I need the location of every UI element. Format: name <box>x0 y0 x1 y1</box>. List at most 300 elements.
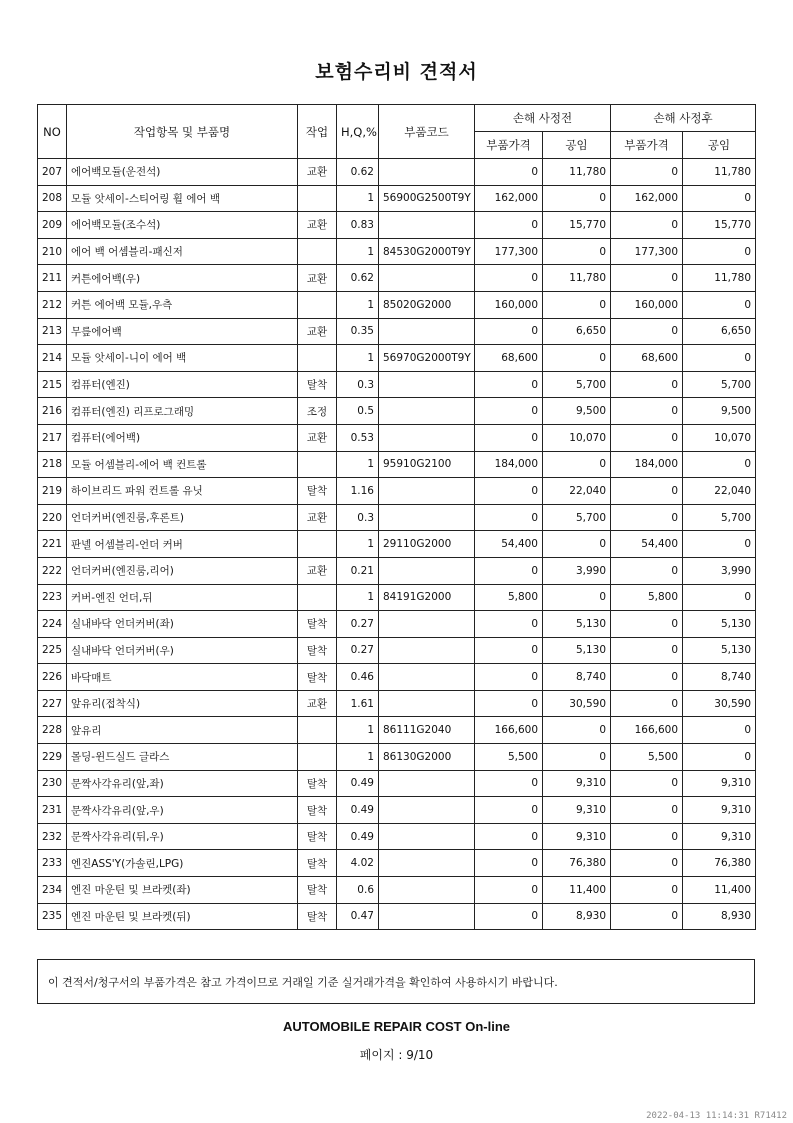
row-no: 228 <box>38 717 67 744</box>
row-before-price: 0 <box>475 424 543 451</box>
row-before-labor: 10,070 <box>543 424 611 451</box>
header-item: 작업항목 및 부품명 <box>67 105 298 159</box>
row-item-name: 앞유리(접착식) <box>67 690 298 717</box>
row-after-price: 0 <box>611 903 683 930</box>
table-row <box>38 478 756 505</box>
row-after-price: 0 <box>611 664 683 691</box>
row-after-labor: 5,700 <box>683 371 756 398</box>
row-work-type <box>298 238 337 265</box>
row-work-type: 탈착 <box>298 850 337 877</box>
row-after-price: 0 <box>611 877 683 904</box>
table-row <box>38 371 756 398</box>
row-before-labor: 0 <box>543 531 611 558</box>
row-no: 222 <box>38 557 67 584</box>
row-no: 233 <box>38 850 67 877</box>
row-after-price: 5,800 <box>611 584 683 611</box>
row-before-price: 0 <box>475 212 543 239</box>
row-no: 216 <box>38 398 67 425</box>
row-no: 207 <box>38 159 67 186</box>
row-work-type: 교환 <box>298 159 337 186</box>
header-before-price: 부품가격 <box>475 132 543 159</box>
row-work-type: 교환 <box>298 557 337 584</box>
row-before-price: 0 <box>475 557 543 584</box>
row-no: 235 <box>38 903 67 930</box>
row-after-price: 0 <box>611 424 683 451</box>
row-no: 224 <box>38 611 67 638</box>
row-no: 230 <box>38 770 67 797</box>
row-hq: 0.49 <box>337 770 379 797</box>
row-after-labor: 0 <box>683 531 756 558</box>
row-before-price: 0 <box>475 770 543 797</box>
row-item-name: 판넬 어셈블리-언더 커버 <box>67 531 298 558</box>
row-before-labor: 22,040 <box>543 478 611 505</box>
row-hq: 0.49 <box>337 823 379 850</box>
row-part-code: 86130G2000 <box>379 744 475 771</box>
row-after-price: 0 <box>611 637 683 664</box>
row-before-price: 0 <box>475 850 543 877</box>
row-before-labor: 0 <box>543 451 611 478</box>
row-work-type <box>298 744 337 771</box>
row-hq: 0.49 <box>337 797 379 824</box>
row-hq: 1 <box>337 531 379 558</box>
row-hq: 0.3 <box>337 504 379 531</box>
row-no: 214 <box>38 345 67 372</box>
row-part-code <box>379 212 475 239</box>
row-item-name: 에어 백 어셈블리-패신저 <box>67 238 298 265</box>
row-hq: 0.27 <box>337 637 379 664</box>
row-hq: 1 <box>337 291 379 318</box>
row-no: 217 <box>38 424 67 451</box>
table-row <box>38 717 756 744</box>
row-item-name: 엔진ASS'Y(가솔린,LPG) <box>67 850 298 877</box>
row-hq: 0.21 <box>337 557 379 584</box>
row-after-labor: 11,400 <box>683 877 756 904</box>
row-no: 218 <box>38 451 67 478</box>
row-item-name: 컴퓨터(엔진) <box>67 371 298 398</box>
row-after-labor: 22,040 <box>683 478 756 505</box>
row-part-code <box>379 770 475 797</box>
row-before-price: 5,500 <box>475 744 543 771</box>
row-after-labor: 8,930 <box>683 903 756 930</box>
row-after-price: 0 <box>611 504 683 531</box>
row-hq: 0.27 <box>337 611 379 638</box>
row-part-code <box>379 664 475 691</box>
row-work-type <box>298 291 337 318</box>
row-part-code <box>379 265 475 292</box>
row-part-code <box>379 637 475 664</box>
row-before-price: 0 <box>475 478 543 505</box>
row-before-price: 0 <box>475 504 543 531</box>
row-hq: 0.5 <box>337 398 379 425</box>
row-hq: 0.83 <box>337 212 379 239</box>
row-item-name: 컴퓨터(엔진) 리프로그래밍 <box>67 398 298 425</box>
row-hq: 1 <box>337 451 379 478</box>
header-hq: H,Q,% <box>337 105 379 159</box>
row-after-price: 0 <box>611 770 683 797</box>
row-before-labor: 6,650 <box>543 318 611 345</box>
row-before-price: 160,000 <box>475 291 543 318</box>
row-work-type: 탈착 <box>298 770 337 797</box>
table-row <box>38 398 756 425</box>
row-work-type: 탈착 <box>298 637 337 664</box>
row-before-price: 0 <box>475 903 543 930</box>
estimate-table <box>37 104 756 930</box>
row-no: 212 <box>38 291 67 318</box>
row-no: 215 <box>38 371 67 398</box>
row-no: 210 <box>38 238 67 265</box>
row-before-labor: 3,990 <box>543 557 611 584</box>
header-after-labor: 공임 <box>683 132 756 159</box>
row-before-labor: 0 <box>543 345 611 372</box>
document-title: 보험수리비 견적서 <box>315 61 478 83</box>
row-before-price: 177,300 <box>475 238 543 265</box>
row-before-price: 0 <box>475 823 543 850</box>
row-before-labor: 0 <box>543 291 611 318</box>
row-work-type <box>298 185 337 212</box>
row-before-labor: 8,930 <box>543 903 611 930</box>
row-item-name: 무릎에어백 <box>67 318 298 345</box>
row-part-code <box>379 903 475 930</box>
row-item-name: 커튼에어백(우) <box>67 265 298 292</box>
footer-brand: AUTOMOBILE REPAIR COST On-line <box>282 1019 511 1034</box>
row-part-code: 84191G2000 <box>379 584 475 611</box>
table-row <box>38 637 756 664</box>
row-before-price: 166,600 <box>475 717 543 744</box>
header-after: 손해 사정후 <box>611 105 756 132</box>
row-work-type: 탈착 <box>298 664 337 691</box>
row-before-price: 5,800 <box>475 584 543 611</box>
row-before-labor: 0 <box>543 185 611 212</box>
row-before-labor: 0 <box>543 717 611 744</box>
row-after-labor: 30,590 <box>683 690 756 717</box>
row-work-type: 조정 <box>298 398 337 425</box>
row-before-price: 0 <box>475 664 543 691</box>
row-after-price: 162,000 <box>611 185 683 212</box>
row-before-price: 0 <box>475 611 543 638</box>
table-row <box>38 424 756 451</box>
row-before-labor: 0 <box>543 744 611 771</box>
row-part-code <box>379 478 475 505</box>
row-no: 211 <box>38 265 67 292</box>
row-item-name: 실내바닥 언더커버(좌) <box>67 611 298 638</box>
row-part-code: 56970G2000T9Y <box>379 345 475 372</box>
row-before-price: 0 <box>475 371 543 398</box>
row-before-labor: 9,310 <box>543 770 611 797</box>
row-after-labor: 0 <box>683 291 756 318</box>
row-before-labor: 11,780 <box>543 159 611 186</box>
row-after-labor: 0 <box>683 238 756 265</box>
row-part-code <box>379 611 475 638</box>
row-part-code <box>379 318 475 345</box>
row-part-code: 86111G2040 <box>379 717 475 744</box>
row-hq: 0.35 <box>337 318 379 345</box>
row-after-price: 68,600 <box>611 345 683 372</box>
row-work-type: 교환 <box>298 265 337 292</box>
row-before-price: 0 <box>475 159 543 186</box>
row-work-type <box>298 345 337 372</box>
row-after-price: 54,400 <box>611 531 683 558</box>
row-before-price: 0 <box>475 398 543 425</box>
row-part-code <box>379 877 475 904</box>
row-after-labor: 11,780 <box>683 265 756 292</box>
row-item-name: 에어백모듈(조수석) <box>67 212 298 239</box>
row-work-type <box>298 584 337 611</box>
row-before-labor: 5,130 <box>543 637 611 664</box>
row-after-price: 5,500 <box>611 744 683 771</box>
header-after-price: 부품가격 <box>611 132 683 159</box>
row-after-price: 0 <box>611 318 683 345</box>
row-before-price: 162,000 <box>475 185 543 212</box>
row-no: 227 <box>38 690 67 717</box>
row-after-labor: 0 <box>683 584 756 611</box>
row-part-code: 56900G2500T9Y <box>379 185 475 212</box>
row-work-type <box>298 451 337 478</box>
row-work-type: 교환 <box>298 424 337 451</box>
header-work: 작업 <box>298 105 337 159</box>
row-hq: 1 <box>337 744 379 771</box>
row-before-labor: 76,380 <box>543 850 611 877</box>
row-after-labor: 76,380 <box>683 850 756 877</box>
table-row <box>38 345 756 372</box>
row-after-price: 0 <box>611 212 683 239</box>
row-before-price: 0 <box>475 265 543 292</box>
page-number: 페이지 : 9/10 <box>359 1048 434 1062</box>
row-before-price: 54,400 <box>475 531 543 558</box>
row-after-labor: 5,700 <box>683 504 756 531</box>
row-part-code: 95910G2100 <box>379 451 475 478</box>
row-before-price: 0 <box>475 877 543 904</box>
row-no: 208 <box>38 185 67 212</box>
header-before-labor: 공임 <box>543 132 611 159</box>
row-no: 221 <box>38 531 67 558</box>
row-work-type: 교환 <box>298 212 337 239</box>
row-after-labor: 11,780 <box>683 159 756 186</box>
row-after-labor: 0 <box>683 744 756 771</box>
row-before-labor: 5,700 <box>543 371 611 398</box>
row-part-code <box>379 398 475 425</box>
row-no: 229 <box>38 744 67 771</box>
row-after-price: 184,000 <box>611 451 683 478</box>
table-row <box>38 797 756 824</box>
row-before-price: 184,000 <box>475 451 543 478</box>
table-row <box>38 850 756 877</box>
row-item-name: 모듈 앗세이-스티어링 휠 에어 백 <box>67 185 298 212</box>
row-work-type: 탈착 <box>298 611 337 638</box>
row-work-type: 탈착 <box>298 903 337 930</box>
price-notice: 이 견적서/청구서의 부품가격은 참고 가격이므로 거래일 기준 실거래가격을 확인하여 사용하시기 바랍니다. <box>37 959 755 1004</box>
row-before-price: 0 <box>475 797 543 824</box>
row-after-labor: 9,310 <box>683 770 756 797</box>
row-after-labor: 3,990 <box>683 557 756 584</box>
row-no: 232 <box>38 823 67 850</box>
row-no: 225 <box>38 637 67 664</box>
row-part-code <box>379 690 475 717</box>
table-row <box>38 557 756 584</box>
row-item-name: 모듈 앗세이-니이 에어 백 <box>67 345 298 372</box>
row-after-labor: 15,770 <box>683 212 756 239</box>
row-no: 213 <box>38 318 67 345</box>
row-after-labor: 0 <box>683 717 756 744</box>
row-item-name: 에어백모듈(운전석) <box>67 159 298 186</box>
row-before-labor: 9,310 <box>543 823 611 850</box>
row-after-labor: 5,130 <box>683 637 756 664</box>
row-work-type <box>298 717 337 744</box>
table-row <box>38 212 756 239</box>
row-no: 219 <box>38 478 67 505</box>
row-after-price: 0 <box>611 557 683 584</box>
table-row <box>38 504 756 531</box>
table-row <box>38 690 756 717</box>
row-hq: 0.62 <box>337 159 379 186</box>
table-row <box>38 903 756 930</box>
row-item-name: 하이브리드 파워 컨트롤 유닛 <box>67 478 298 505</box>
row-after-price: 0 <box>611 611 683 638</box>
table-row <box>38 664 756 691</box>
row-before-labor: 0 <box>543 238 611 265</box>
row-item-name: 언더커버(엔진룸,리어) <box>67 557 298 584</box>
row-after-labor: 0 <box>683 345 756 372</box>
row-item-name: 모듈 어셈블리-에어 백 컨트롤 <box>67 451 298 478</box>
row-no: 226 <box>38 664 67 691</box>
row-part-code <box>379 371 475 398</box>
row-after-price: 0 <box>611 398 683 425</box>
row-after-price: 0 <box>611 823 683 850</box>
row-after-labor: 5,130 <box>683 611 756 638</box>
row-item-name: 문짝사각유리(앞,좌) <box>67 770 298 797</box>
row-hq: 4.02 <box>337 850 379 877</box>
row-item-name: 실내바닥 언더커버(우) <box>67 637 298 664</box>
row-before-labor: 9,500 <box>543 398 611 425</box>
table-row <box>38 531 756 558</box>
table-row <box>38 611 756 638</box>
header-before: 손해 사정전 <box>475 105 611 132</box>
row-no: 234 <box>38 877 67 904</box>
row-part-code: 29110G2000 <box>379 531 475 558</box>
row-part-code <box>379 424 475 451</box>
row-after-labor: 10,070 <box>683 424 756 451</box>
row-after-labor: 6,650 <box>683 318 756 345</box>
table-row <box>38 291 756 318</box>
table-row <box>38 744 756 771</box>
row-after-price: 0 <box>611 690 683 717</box>
row-item-name: 바닥매트 <box>67 664 298 691</box>
table-row <box>38 823 756 850</box>
row-after-price: 160,000 <box>611 291 683 318</box>
row-work-type: 교환 <box>298 318 337 345</box>
row-part-code <box>379 823 475 850</box>
row-item-name: 앞유리 <box>67 717 298 744</box>
table-row <box>38 584 756 611</box>
row-hq: 0.46 <box>337 664 379 691</box>
row-hq: 0.53 <box>337 424 379 451</box>
row-hq: 1 <box>337 345 379 372</box>
row-work-type: 탈착 <box>298 478 337 505</box>
row-item-name: 몰딩-윈드실드 글라스 <box>67 744 298 771</box>
table-row <box>38 451 756 478</box>
table-row <box>38 159 756 186</box>
row-no: 220 <box>38 504 67 531</box>
row-hq: 1 <box>337 717 379 744</box>
row-no: 209 <box>38 212 67 239</box>
row-before-labor: 0 <box>543 584 611 611</box>
row-item-name: 문짝사각유리(뒤,우) <box>67 823 298 850</box>
row-hq: 0.6 <box>337 877 379 904</box>
table-row <box>38 185 756 212</box>
table-row <box>38 318 756 345</box>
header-no: NO <box>38 105 67 159</box>
row-item-name: 커튼 에어백 모듈,우측 <box>67 291 298 318</box>
row-after-price: 0 <box>611 850 683 877</box>
row-hq: 0.47 <box>337 903 379 930</box>
row-before-labor: 5,700 <box>543 504 611 531</box>
row-before-price: 68,600 <box>475 345 543 372</box>
row-before-labor: 5,130 <box>543 611 611 638</box>
row-after-labor: 0 <box>683 185 756 212</box>
row-after-labor: 0 <box>683 451 756 478</box>
row-item-name: 엔진 마운틴 및 브라켓(좌) <box>67 877 298 904</box>
row-hq: 1.16 <box>337 478 379 505</box>
row-before-labor: 30,590 <box>543 690 611 717</box>
row-before-price: 0 <box>475 318 543 345</box>
row-item-name: 언더커버(엔진룸,후론트) <box>67 504 298 531</box>
row-part-code: 85020G2000 <box>379 291 475 318</box>
row-before-price: 0 <box>475 690 543 717</box>
row-part-code <box>379 797 475 824</box>
row-before-price: 0 <box>475 637 543 664</box>
row-after-labor: 9,500 <box>683 398 756 425</box>
row-after-price: 166,600 <box>611 717 683 744</box>
row-hq: 1 <box>337 185 379 212</box>
row-hq: 0.3 <box>337 371 379 398</box>
row-hq: 1 <box>337 238 379 265</box>
row-work-type: 교환 <box>298 504 337 531</box>
row-after-price: 0 <box>611 478 683 505</box>
row-item-name: 문짝사각유리(앞,우) <box>67 797 298 824</box>
row-part-code <box>379 504 475 531</box>
row-after-price: 0 <box>611 797 683 824</box>
row-no: 223 <box>38 584 67 611</box>
row-after-labor: 8,740 <box>683 664 756 691</box>
row-before-labor: 9,310 <box>543 797 611 824</box>
print-timestamp: 2022-04-13 11:14:31 R71412 <box>646 1111 787 1121</box>
row-before-labor: 15,770 <box>543 212 611 239</box>
row-work-type: 탈착 <box>298 877 337 904</box>
row-hq: 0.62 <box>337 265 379 292</box>
row-after-price: 0 <box>611 371 683 398</box>
row-item-name: 컴퓨터(에어백) <box>67 424 298 451</box>
header-code: 부품코드 <box>379 105 475 159</box>
row-after-price: 0 <box>611 265 683 292</box>
row-no: 231 <box>38 797 67 824</box>
table-row <box>38 265 756 292</box>
row-work-type: 교환 <box>298 690 337 717</box>
row-before-labor: 8,740 <box>543 664 611 691</box>
row-hq: 1.61 <box>337 690 379 717</box>
table-row <box>38 770 756 797</box>
row-part-code: 84530G2000T9Y <box>379 238 475 265</box>
row-after-price: 0 <box>611 159 683 186</box>
estimate-rows <box>38 159 756 930</box>
row-item-name: 커버-엔진 언더,뒤 <box>67 584 298 611</box>
row-part-code <box>379 850 475 877</box>
table-row <box>38 877 756 904</box>
row-part-code <box>379 557 475 584</box>
row-before-labor: 11,780 <box>543 265 611 292</box>
row-after-price: 177,300 <box>611 238 683 265</box>
row-work-type: 탈착 <box>298 823 337 850</box>
row-part-code <box>379 159 475 186</box>
row-before-labor: 11,400 <box>543 877 611 904</box>
